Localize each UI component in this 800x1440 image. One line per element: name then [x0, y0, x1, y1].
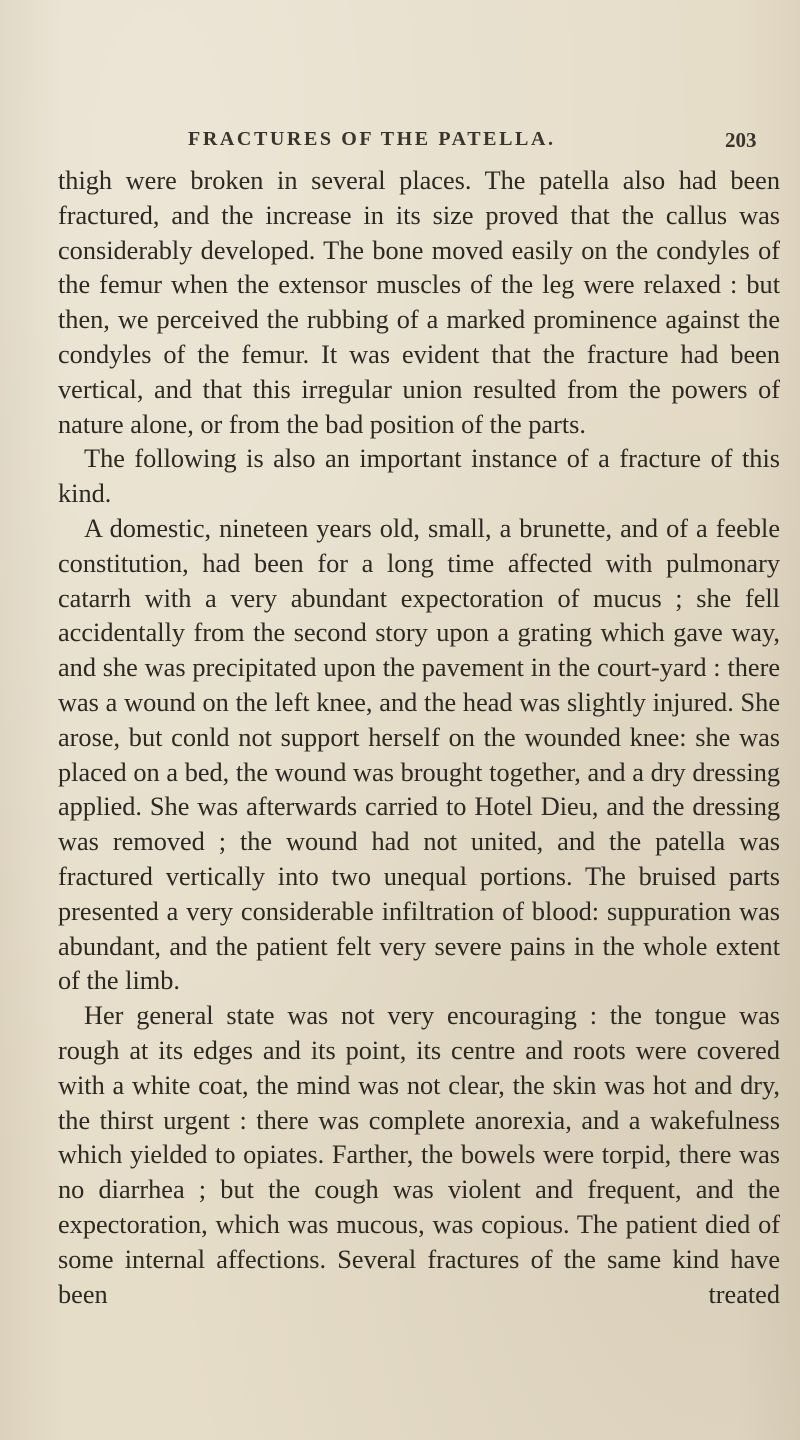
running-head: [0, 128, 800, 158]
paragraph-intro: The following is also an important instance of a fracture of this kind.: [58, 444, 780, 509]
body-text: [58, 164, 780, 1312]
paragraph-case-history: A domestic, nineteen years old, small, a brunette, and of a feeble constitution, had been for a long time affected with pulmonary catarrh with a very abundant expectoration of mucus ; she fell accidentally from the second story upon a grating which gave way, and she was precipitated upon the pavement in the court-yard : there was a wound on the left knee, and the head was slightly injured. She arose, but conld not support herself on the wounded knee: she was placed on a bed, the wound was brought together, and a dry dressing applied. She was afterwards carried to Hotel Dieu, and the dressing was removed ; the wound had not united, and the patella was fractured vertically into two unequal portions. The bruised parts presented a very considerable infiltration of blood: suppuration was abundant, and the patient felt very severe pains in the whole extent of the limb.: [58, 513, 780, 996]
running-title: FRACTURES OF THE PATELLA.: [188, 128, 556, 150]
paragraph-continuation: thigh were broken in several places. The patella also had been fractured, and the increase in its size proved that the callus was considerably developed. The bone moved easily on the condyles of the femur when the extensor muscles of the leg were relaxed : but then, we perceived the rubbing of a marked prominence against the condyles of the femur. It was evident that the fracture had been vertical, and that this irregular union resulted from the powers of nature alone, or from the bad position of the parts.: [58, 166, 780, 439]
page-number: 203: [725, 128, 757, 152]
paragraph-general-state: Her general state was not very encouraging : the tongue was rough at its edges and its point, its centre and roots were covered with a white coat, the mind was not clear, the skin was hot and dry, the thirst urgent : there was complete anorexia, and a wakefulness which yielded to opiates. Farther, the bowels were torpid, there was no diarrhea ; but the cough was violent and frequent, and the expectoration, which was mucous, was copious. The patient died of some internal affections. Several fractures of the same kind have been treated: [58, 1001, 780, 1309]
